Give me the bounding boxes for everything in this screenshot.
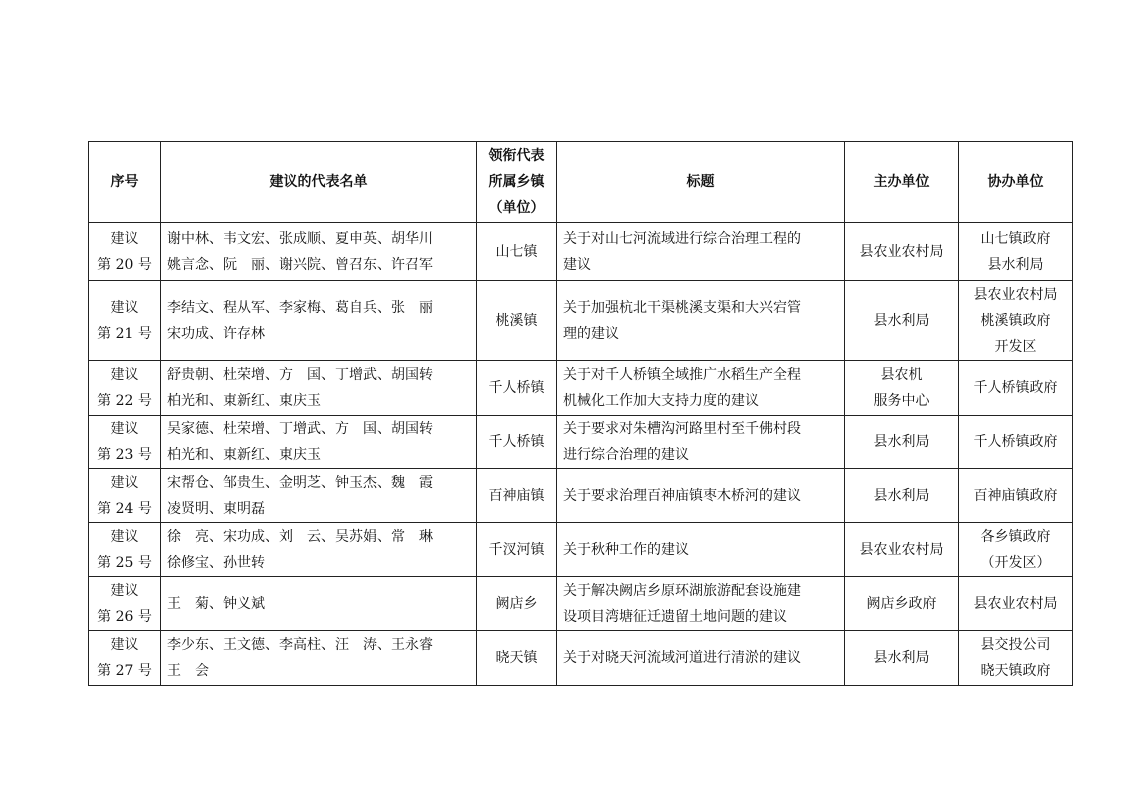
cell-title: 关于加强杭北干渠桃溪支渠和大兴宕管 理的建议 — [557, 281, 845, 361]
header-reps: 建议的代表名单 — [161, 142, 477, 223]
cell-reps: 吴家德、杜荣增、丁增武、方 国、胡国转 柏光和、東新红、東庆玉 — [161, 416, 477, 469]
table-row — [89, 631, 1073, 686]
cell-town: 山七镇 — [477, 223, 557, 281]
cell-reps: 宋帮仓、邹贵生、金明芝、钟玉杰、魏 霞 凌贤明、東明磊 — [161, 469, 477, 523]
cell-title: 关于要求治理百神庙镇枣木桥河的建议 — [557, 469, 845, 523]
cell-town: 千人桥镇 — [477, 361, 557, 416]
cell-lead: 县农业农村局 — [845, 523, 959, 577]
table-row — [89, 223, 1073, 281]
table-row — [89, 469, 1073, 523]
header-assist: 协办单位 — [959, 142, 1073, 223]
cell-title: 关于对千人桥镇全域推广水稻生产全程 机械化工作加大支持力度的建议 — [557, 361, 845, 416]
cell-assist: 各乡镇政府 （开发区） — [959, 523, 1073, 577]
cell-assist: 县农业农村局 — [959, 577, 1073, 631]
cell-town: 晓天镇 — [477, 631, 557, 686]
cell-reps: 李结文、程从军、李家梅、葛自兵、张 丽 宋功成、许存林 — [161, 281, 477, 361]
cell-title: 关于对晓天河流域河道进行清淤的建议 — [557, 631, 845, 686]
cell-town: 阙店乡 — [477, 577, 557, 631]
table-row — [89, 577, 1073, 631]
cell-assist: 县农业农村局 桃溪镇政府 开发区 — [959, 281, 1073, 361]
table-row — [89, 281, 1073, 361]
cell-assist: 山七镇政府 县水利局 — [959, 223, 1073, 281]
header-lead: 主办单位 — [845, 142, 959, 223]
cell-assist: 百神庙镇政府 — [959, 469, 1073, 523]
cell-town: 百神庙镇 — [477, 469, 557, 523]
proposals-table — [88, 141, 1073, 686]
cell-town: 桃溪镇 — [477, 281, 557, 361]
cell-reps: 舒贵朝、杜荣增、方 国、丁增武、胡国转 柏光和、東新红、東庆玉 — [161, 361, 477, 416]
cell-title: 关于对山七河流域进行综合治理工程的 建议 — [557, 223, 845, 281]
cell-seq: 建议 第 21 号 — [89, 281, 161, 361]
cell-title: 关于要求对朱槽沟河路里村至千佛村段 进行综合治理的建议 — [557, 416, 845, 469]
cell-reps: 谢中林、韦文宏、张成顺、夏申英、胡华川 姚言念、阮 丽、谢兴院、曾召东、许召军 — [161, 223, 477, 281]
header-row — [89, 142, 1073, 223]
cell-seq: 建议 第 26 号 — [89, 577, 161, 631]
cell-lead: 县农机 服务中心 — [845, 361, 959, 416]
cell-lead: 县水利局 — [845, 416, 959, 469]
header-town: 领衔代表 所属乡镇 （单位） — [477, 142, 557, 223]
cell-lead: 县水利局 — [845, 469, 959, 523]
cell-reps: 徐 亮、宋功成、刘 云、吴苏娟、常 琳 徐修宝、孙世转 — [161, 523, 477, 577]
cell-reps: 李少东、王文德、李高柱、汪 涛、王永睿 王 会 — [161, 631, 477, 686]
cell-seq: 建议 第 20 号 — [89, 223, 161, 281]
cell-title: 关于解决阙店乡原环湖旅游配套设施建 设项目湾塘征迁遗留土地问题的建议 — [557, 577, 845, 631]
table-row — [89, 361, 1073, 416]
cell-assist: 千人桥镇政府 — [959, 416, 1073, 469]
cell-town: 千汊河镇 — [477, 523, 557, 577]
cell-seq: 建议 第 23 号 — [89, 416, 161, 469]
cell-assist: 县交投公司 晓天镇政府 — [959, 631, 1073, 686]
cell-assist: 千人桥镇政府 — [959, 361, 1073, 416]
header-seq: 序号 — [89, 142, 161, 223]
cell-reps: 王 菊、钟义斌 — [161, 577, 477, 631]
cell-title: 关于秋种工作的建议 — [557, 523, 845, 577]
header-title: 标题 — [557, 142, 845, 223]
cell-seq: 建议 第 24 号 — [89, 469, 161, 523]
cell-seq: 建议 第 25 号 — [89, 523, 161, 577]
cell-lead: 县水利局 — [845, 281, 959, 361]
cell-town: 千人桥镇 — [477, 416, 557, 469]
cell-lead: 县农业农村局 — [845, 223, 959, 281]
cell-seq: 建议 第 22 号 — [89, 361, 161, 416]
table-row — [89, 523, 1073, 577]
cell-lead: 县水利局 — [845, 631, 959, 686]
cell-seq: 建议 第 27 号 — [89, 631, 161, 686]
table-row — [89, 416, 1073, 469]
cell-lead: 阙店乡政府 — [845, 577, 959, 631]
